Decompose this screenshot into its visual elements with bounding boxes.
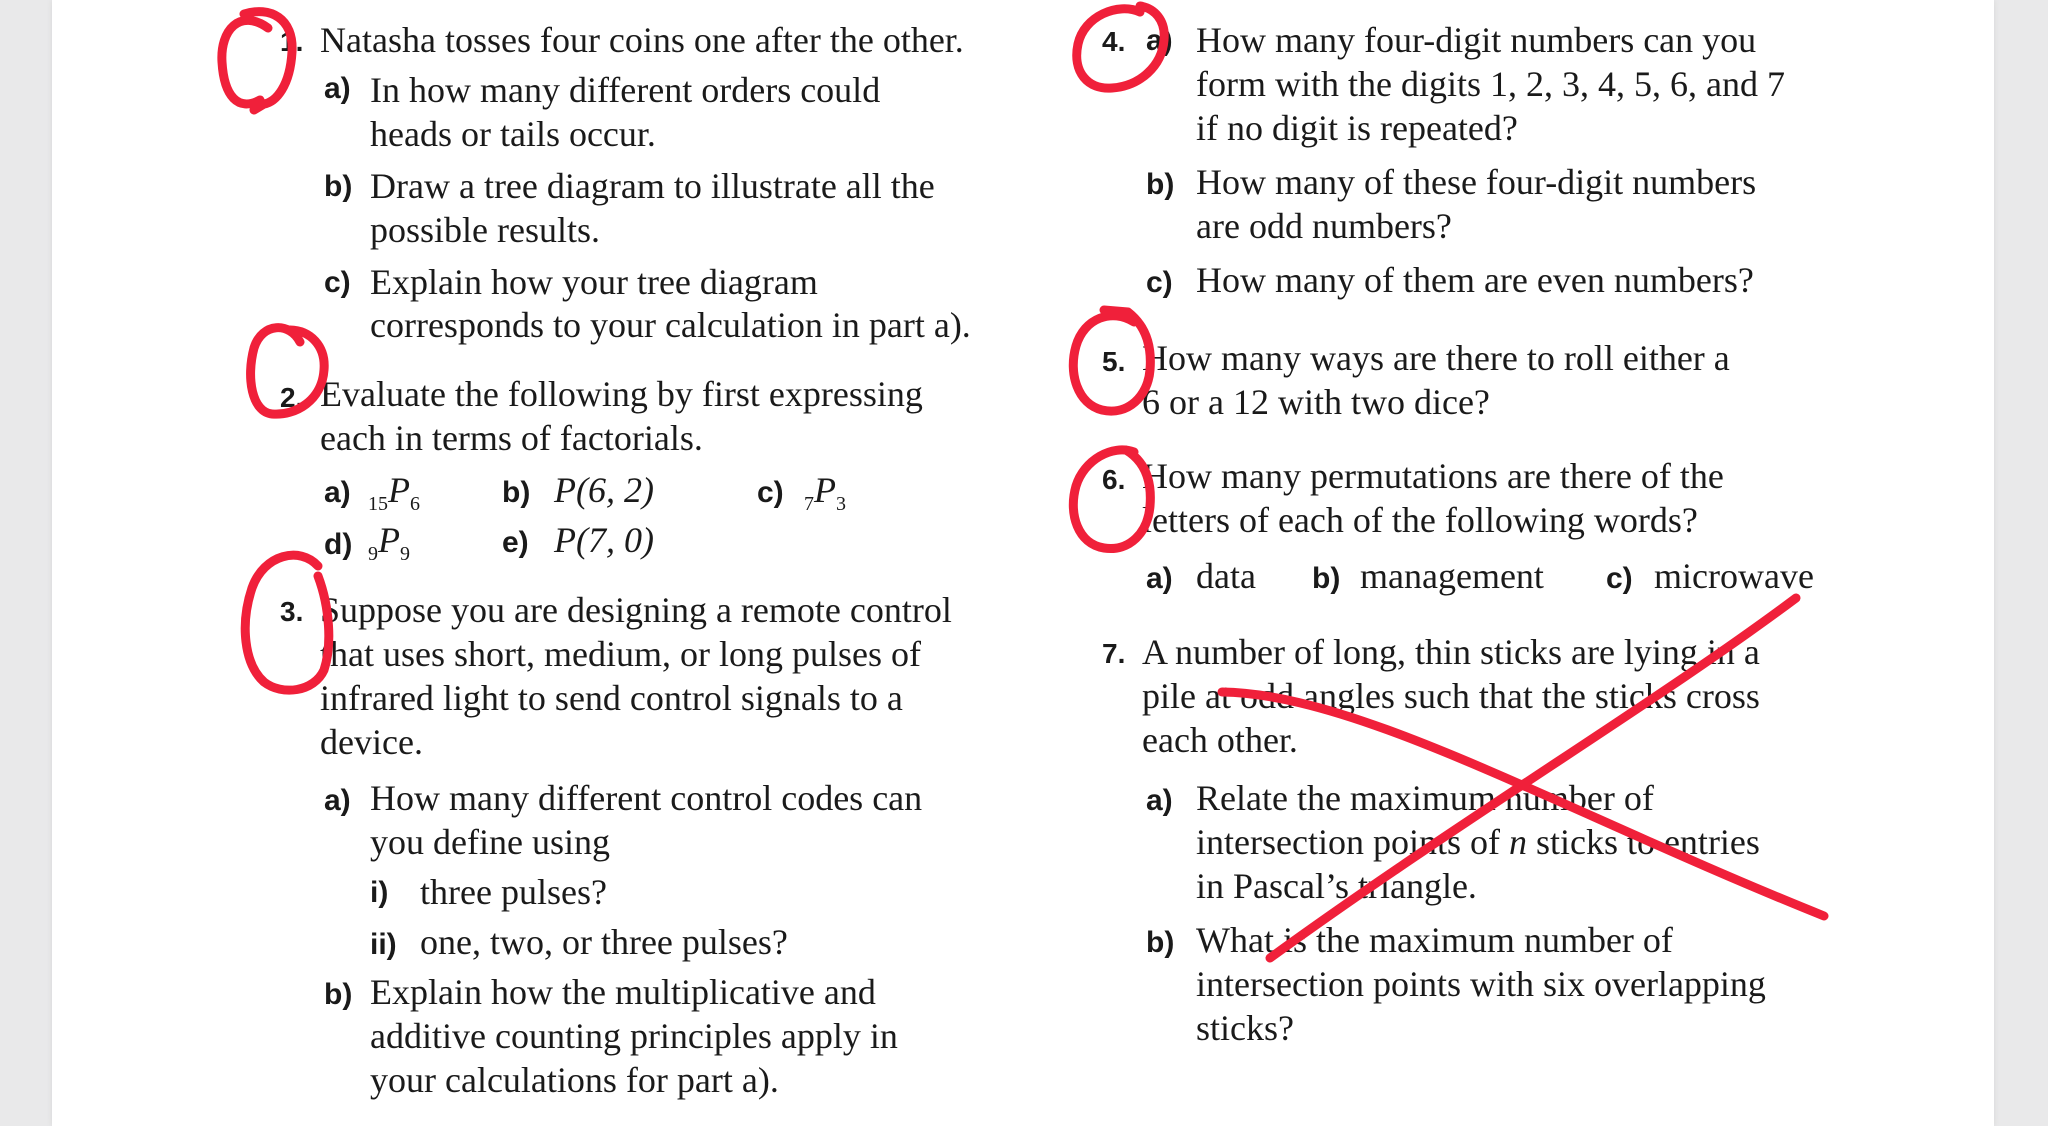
q2-d-pre: 9 <box>368 543 378 566</box>
q7-stem-line2: pile at odd angles such that the sticks cross <box>1142 676 1760 716</box>
q2-c-pre: 7 <box>804 493 814 516</box>
q7-a-line2-post: sticks to entries <box>1526 822 1760 862</box>
q3-a-line1: How many different control codes can <box>370 778 923 818</box>
q4-c-label: c) <box>1146 266 1173 299</box>
worksheet-page <box>52 0 1994 1126</box>
q6-number: 6. <box>1102 464 1126 495</box>
q7-a-label: a) <box>1146 784 1173 817</box>
q1-number: 1. <box>280 26 304 57</box>
q7-b-label: b) <box>1146 926 1175 959</box>
q7-a-line2-var: n <box>1508 822 1527 862</box>
q7-b-line2: intersection points with six overlapping <box>1196 964 1766 1004</box>
q2-b-expr: P(6, 2) <box>554 470 654 510</box>
q3-number: 3. <box>280 596 304 627</box>
q5-number: 5. <box>1102 346 1126 377</box>
q3-i-text: three pulses? <box>420 872 607 912</box>
q2-number: 2. <box>280 382 304 413</box>
q3-b-line2: additive counting principles apply in <box>370 1016 898 1056</box>
q2-stem-line2: each in terms of factorials. <box>320 418 703 458</box>
q6-c-text: microwave <box>1654 556 1814 596</box>
q4-b-line2: are odd numbers? <box>1196 206 1452 246</box>
q4-a-line1: How many four-digit numbers can you <box>1196 20 1757 60</box>
q3-stem-line4: device. <box>320 722 423 762</box>
q1-a-line2: heads or tails occur. <box>370 114 656 154</box>
q5-line2: 6 or a 12 with two dice? <box>1142 382 1490 422</box>
q2-b-label: b) <box>502 476 531 509</box>
q7-stem-line3: each other. <box>1142 720 1298 760</box>
q4-a-line2: form with the digits 1, 2, 3, 4, 5, 6, and 7 <box>1196 64 1785 104</box>
q7-b-line1: What is the maximum number of <box>1196 920 1673 960</box>
q3-stem-line3: infrared light to send control signals to a <box>320 678 903 718</box>
q3-a-line2: you define using <box>370 822 610 862</box>
q7-a-line3: in Pascal’s triangle. <box>1196 866 1477 906</box>
q2-d-post: 9 <box>400 543 410 566</box>
q1-c-line1: Explain how your tree diagram <box>370 262 818 302</box>
q4-a-label: a) <box>1146 24 1173 57</box>
q3-stem-line2: that uses short, medium, or long pulses of <box>320 634 921 674</box>
q2-c-post: 3 <box>836 493 846 516</box>
q2-e-label: e) <box>502 526 529 559</box>
q2-a-pre: 15 <box>368 493 388 516</box>
q2-c-label: c) <box>757 476 784 509</box>
q2-d-expr <box>368 518 410 576</box>
q7-stem-line1: A number of long, thin sticks are lying in a <box>1142 632 1760 672</box>
q7-b-line3: sticks? <box>1196 1008 1294 1048</box>
q3-b-line3: your calculations for part a). <box>370 1060 779 1100</box>
q1-stem: Natasha tosses four coins one after the other. <box>320 20 964 60</box>
q4-b-label: b) <box>1146 168 1175 201</box>
q6-a-text: data <box>1196 556 1256 596</box>
q1-b-line2: possible results. <box>370 210 600 250</box>
q7-a-line2 <box>1196 820 1760 864</box>
q3-b-line1: Explain how the multiplicative and <box>370 972 876 1012</box>
q5-line1: How many ways are there to roll either a <box>1142 338 1730 378</box>
q2-stem-line1: Evaluate the following by first expressing <box>320 374 923 414</box>
q1-a-line1: In how many different orders could <box>370 70 881 110</box>
q7-number: 7. <box>1102 638 1126 669</box>
q2-d-label: d) <box>324 528 353 561</box>
q2-c-expr <box>804 468 846 526</box>
q4-b-line1: How many of these four-digit numbers <box>1196 162 1757 202</box>
q6-line1: How many permutations are there of the <box>1142 456 1724 496</box>
q1-b-line1: Draw a tree diagram to illustrate all the <box>370 166 935 206</box>
q7-a-line1: Relate the maximum number of <box>1196 778 1654 818</box>
q4-number: 4. <box>1102 26 1126 57</box>
q6-a-label: a) <box>1146 562 1173 595</box>
q2-e-expr: P(7, 0) <box>554 520 654 560</box>
q6-line2: letters of each of the following words? <box>1142 500 1698 540</box>
q1-c-line2: corresponds to your calculation in part a). <box>370 305 971 345</box>
q4-a-line3: if no digit is repeated? <box>1196 108 1518 148</box>
q1-a-label: a) <box>324 72 351 105</box>
q6-b-label: b) <box>1312 562 1341 595</box>
q2-d-var: P <box>378 520 400 560</box>
q3-stem-line1: Suppose you are designing a remote control <box>320 590 952 630</box>
q6-b-text: management <box>1360 556 1544 596</box>
q3-ii-text: one, two, or three pulses? <box>420 922 788 962</box>
q1-b-label: b) <box>324 170 353 203</box>
q3-i-label: i) <box>370 876 389 909</box>
q3-b-label: b) <box>324 978 353 1011</box>
q2-c-var: P <box>814 470 836 510</box>
q6-c-label: c) <box>1606 562 1633 595</box>
q4-c-text: How many of them are even numbers? <box>1196 260 1754 300</box>
q3-ii-label: ii) <box>370 928 397 961</box>
q2-a-post: 6 <box>410 493 420 516</box>
q2-a-label: a) <box>324 476 351 509</box>
q7-a-line2-pre: intersection points of <box>1196 822 1509 862</box>
q1-c-label: c) <box>324 266 351 299</box>
q3-a-label: a) <box>324 784 351 817</box>
q2-a-var: P <box>388 470 410 510</box>
